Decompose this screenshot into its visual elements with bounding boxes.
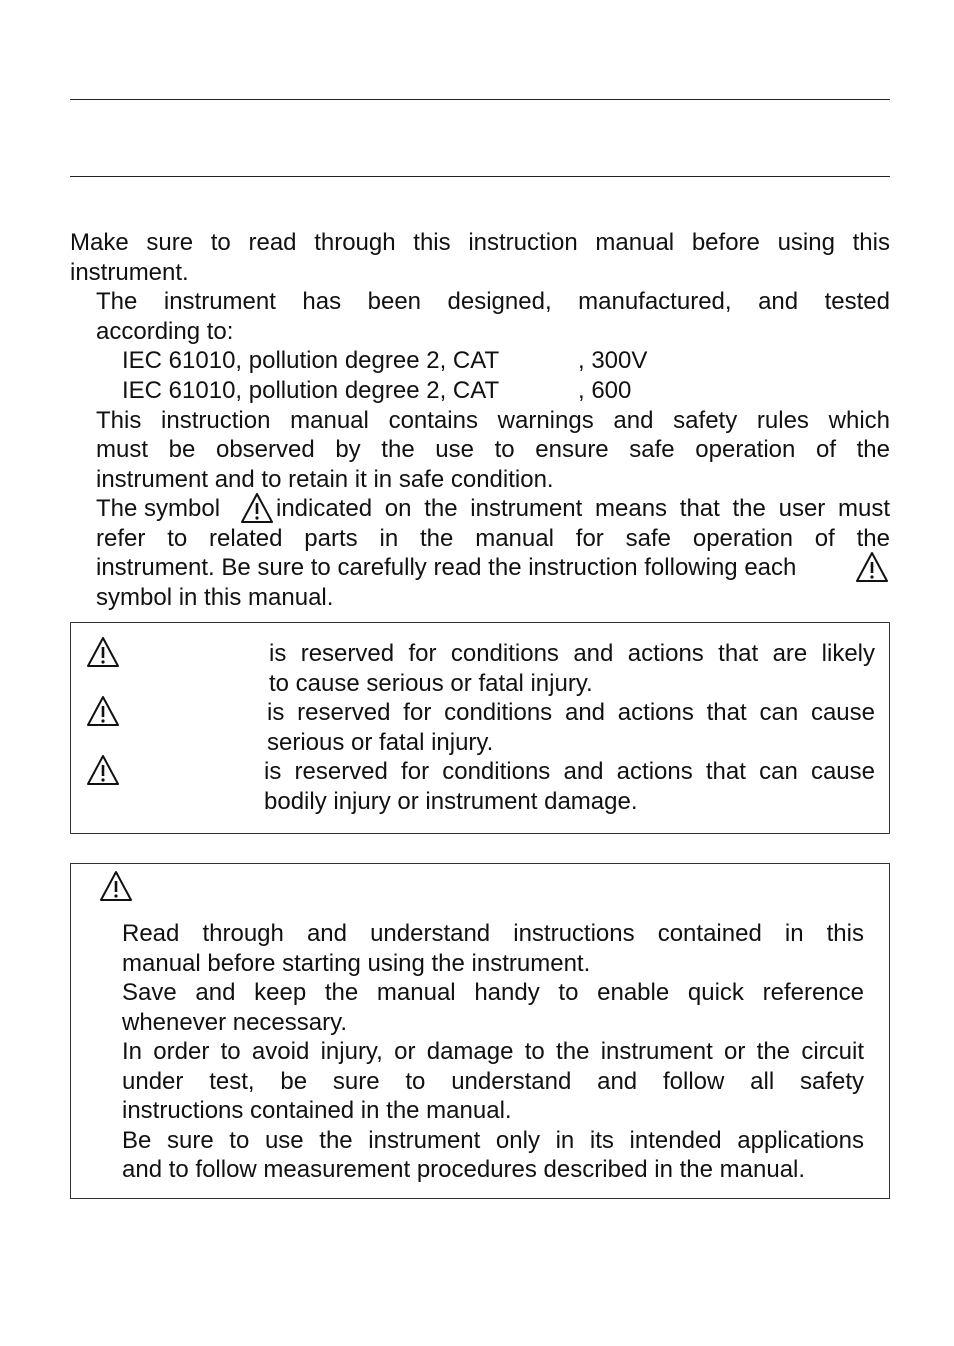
- header-bottom-rule: [70, 176, 890, 177]
- iec-line-2-text: IEC 61010, pollution degree 2, CAT: [122, 377, 500, 404]
- warning-item-1-line-1: Read through and understand instructions contained in this: [122, 920, 864, 947]
- iec-line-1-voltage: , 300V: [578, 347, 648, 374]
- symbol-para-line-3: instrument. Be sure to carefully read the instruction following each: [96, 554, 797, 581]
- symbol-para-line-1-b: indicated on the instrument means that the user must: [276, 495, 890, 522]
- symbol-para-line-2: refer to related parts in the manual for safe operation of the: [96, 525, 890, 552]
- warning-triangle-icon: [86, 636, 120, 668]
- intro-line-2: instrument.: [70, 259, 189, 286]
- top-rule: [70, 99, 890, 100]
- warnings-para-line-1: This instruction manual contains warnings and safety rules which: [96, 407, 890, 434]
- iec-line-2-voltage: , 600: [578, 377, 632, 404]
- caution-desc-line-2: bodily injury or instrument damage.: [264, 788, 638, 815]
- warning-item-4-line-1: Be sure to use the instrument only in its intended applications: [122, 1127, 864, 1154]
- warning-desc-line-2: serious or fatal injury.: [267, 729, 494, 756]
- warning-triangle-icon: [99, 870, 133, 902]
- iec-line-1-text: IEC 61010, pollution degree 2, CAT: [122, 347, 500, 374]
- danger-desc-line-1: is reserved for conditions and actions that are likely: [269, 640, 875, 667]
- danger-desc-line-2: to cause serious or fatal injury.: [269, 670, 593, 697]
- warning-triangle-icon: [240, 492, 274, 524]
- caution-desc-line-1: is reserved for conditions and actions that can cause: [264, 758, 875, 785]
- warning-item-3-line-3: instructions contained in the manual.: [122, 1097, 512, 1124]
- symbol-para-line-4: symbol in this manual.: [96, 584, 334, 611]
- warnings-para-line-2: must be observed by the use to ensure safe operation of the: [96, 436, 890, 463]
- warning-item-1-line-2: manual before starting using the instrument.: [122, 950, 591, 977]
- warning-triangle-icon: [86, 695, 120, 727]
- warning-item-3-line-2: under test, be sure to understand and follow all safety: [122, 1068, 864, 1095]
- design-para-line-2: according to:: [96, 318, 234, 345]
- design-para-line-1: The instrument has been designed, manufactured, and tested: [96, 288, 890, 315]
- warning-item-4-line-2: and to follow measurement procedures described in the manual.: [122, 1156, 806, 1183]
- warnings-para-line-3: instrument and to retain it in safe condition.: [96, 466, 554, 493]
- symbol-para-line-1-a: The symbol: [96, 495, 221, 522]
- warning-triangle-icon: [86, 754, 120, 786]
- warning-desc-line-1: is reserved for conditions and actions that can cause: [267, 699, 875, 726]
- warning-triangle-icon: [855, 551, 889, 583]
- warning-item-3-line-1: In order to avoid injury, or damage to the instrument or the circuit: [122, 1038, 864, 1065]
- warning-item-2-line-2: whenever necessary.: [122, 1009, 347, 1036]
- intro-line-1: Make sure to read through this instruction manual before using this: [70, 229, 890, 256]
- warning-item-2-line-1: Save and keep the manual handy to enable quick reference: [122, 979, 864, 1006]
